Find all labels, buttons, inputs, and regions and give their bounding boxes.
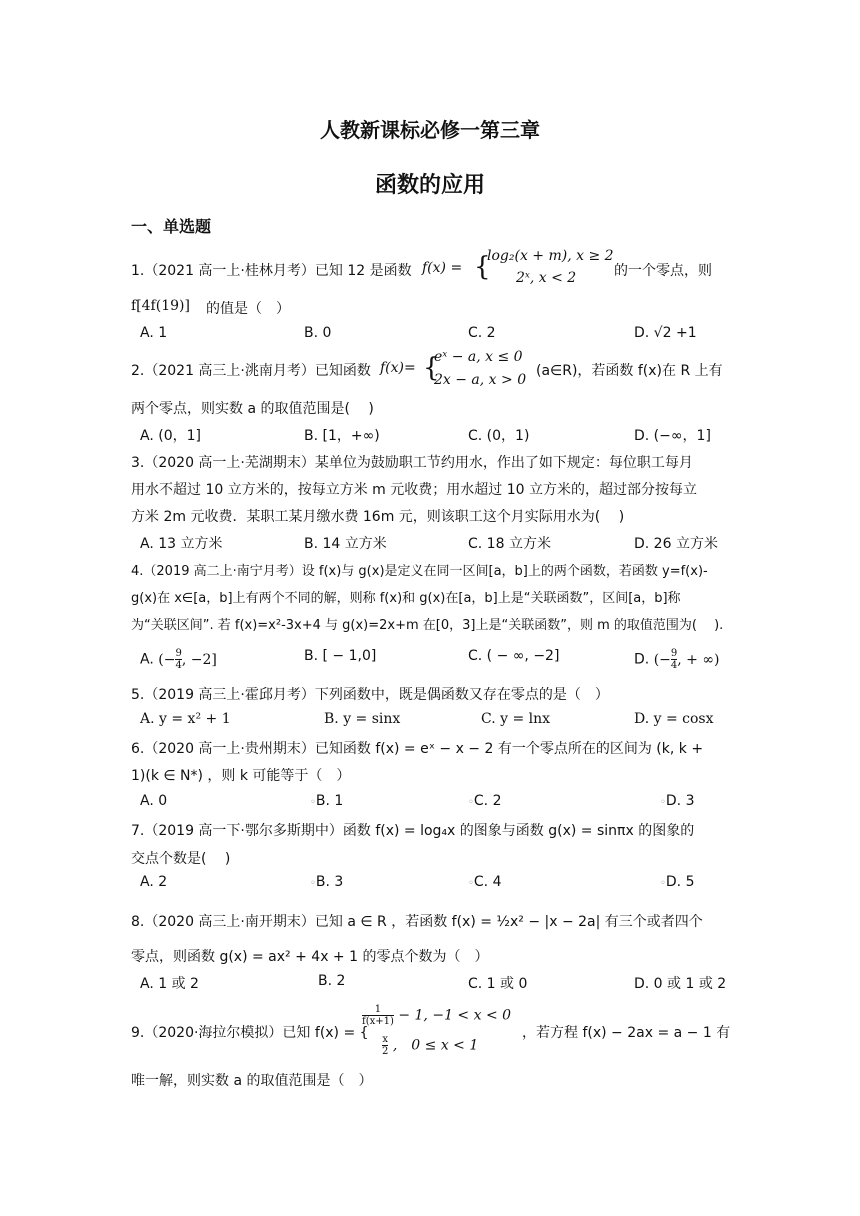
q5-options: [140, 711, 740, 731]
option-c: C. 2: [468, 325, 496, 341]
bullet-dot-icon: ◦: [660, 878, 666, 889]
q5-line-1: 5.（2019 高三上·霍邱月考）下列函数中，既是偶函数又存在零点的是（ ）: [131, 687, 609, 703]
option-b: ◦B. 3: [310, 874, 344, 890]
q2-brace: {: [423, 353, 440, 383]
q9-piece-1: $\frac{1}{f(x+1)}$ − 1, −1 < x < 0: [362, 1004, 512, 1027]
q2-piece-1: eˣ − a, x ≤ 0: [434, 349, 523, 365]
bullet-dot-icon: ◦: [310, 797, 316, 808]
option-c: C. 18 立方米: [468, 536, 551, 552]
q1-expression: f[4f(19)]: [131, 298, 190, 314]
bullet-dot-icon: ◦: [468, 797, 474, 808]
option-b: B. 14 立方米: [304, 536, 387, 552]
q8-line-1: 8.（2020 高三上·南开期末）已知 a ∈ R ，若函数 f(x) = ½x² − |x − 2a| 有三个或者四个: [131, 914, 703, 930]
option-a: A. 1: [140, 325, 168, 341]
q2-prefix: 2.（2021 高三上·洮南月考）已知函数: [131, 363, 371, 379]
q4-options: [140, 648, 740, 671]
option-c: C. 1 或 0: [468, 976, 528, 992]
q1-function-name: f(x) =: [422, 260, 463, 276]
bullet-dot-icon: ◦: [310, 878, 316, 889]
option-d: D. y = cosx: [634, 711, 714, 727]
option-a: A. 13 立方米: [140, 536, 223, 552]
document-title: 人教新课标必修一第三章: [320, 118, 540, 142]
q1-prefix: 1.（2021 高一上·桂林月考）已知 12 是函数: [131, 263, 412, 279]
bullet-dot-icon: ◦: [660, 797, 666, 808]
option-a: A. 0: [140, 793, 168, 809]
bullet-dot-icon: ◦: [468, 878, 474, 889]
option-d: D. (−∞，1]: [634, 428, 711, 444]
fraction: $\frac{x}{2}$: [382, 1034, 389, 1057]
option-b: B. 2: [318, 973, 346, 989]
q1-piece-2: 2ˣ, x < 2: [516, 270, 577, 286]
option-b: B. y = sinx: [324, 711, 401, 727]
q9-suffix: ，若方程 f(x) − 2ax = a − 1 有: [522, 1025, 731, 1041]
q2-options: [140, 425, 740, 445]
q2-function-name: f(x)=: [380, 360, 416, 376]
q4-line-2: g(x)在 x∈[a，b]上有两个不同的解，则称 f(x)和 g(x)在[a，b]上是“关联函数”，区间[a，b]称: [131, 591, 681, 606]
option-b: B. [1，+∞): [304, 428, 380, 444]
option-d: D. √2 +1: [634, 325, 697, 341]
document-subtitle: 函数的应用: [374, 173, 485, 198]
q3-line-2: 用水不超过 10 立方米的，按每立方米 m 元收费；用水超过 10 立方米的，超过部分按每立: [131, 482, 697, 498]
q9-line-2: 唯一解，则实数 a 的取值范围是（ ）: [131, 1073, 373, 1089]
option-b: ◦B. 1: [310, 793, 344, 809]
q9-piece-2: $\frac{x}{2}$ , 0 ≤ x < 1: [382, 1034, 479, 1057]
q3-options: [140, 533, 740, 553]
option-a: A. 2: [140, 874, 168, 890]
q6-line-2: 1)(k ∈ N*) ，则 k 可能等于（ ）: [131, 768, 351, 784]
q3-line-1: 3.（2020 高一上·芜湖期末）某单位为鼓励职工节约用水，作出了如下规定：每位职工每月: [131, 455, 693, 471]
q7-options: [140, 874, 740, 894]
fraction: $\frac{9}{4}$: [670, 648, 678, 671]
q1-brace: {: [474, 252, 491, 282]
option-a: A. (− $\frac{9}{4}$ , −2]: [140, 648, 217, 671]
q2-piece-2: 2x − a, x > 0: [434, 372, 527, 388]
q6-options: [140, 793, 740, 813]
q9-prefix: 9.（2020·海拉尔模拟）已知 f(x) = {: [131, 1025, 369, 1041]
option-d: D. 26 立方米: [634, 536, 718, 552]
q6-line-1: 6.（2020 高一上·贵州期末）已知函数 f(x) = eˣ − x − 2 有一个零点所在的区间为 (k, k +: [131, 741, 704, 757]
q7-line-1: 7.（2019 高一下·鄂尔多斯期中）函数 f(x) = log₄x 的图象与函数 g(x) = sinπx 的图象的: [131, 823, 695, 839]
option-b: B. [ − 1,0]: [304, 648, 377, 664]
option-a: A. (0，1]: [140, 428, 201, 444]
fraction: $\frac{1}{f(x+1)}$: [362, 1004, 394, 1027]
option-d: D. (− $\frac{9}{4}$ , + ∞): [634, 648, 720, 671]
option-a: A. y = x² + 1: [140, 711, 231, 727]
q3-line-3: 方米 2m 元收费．某职工某月缴水费 16m 元，则该职工这个月实际用水为( ): [131, 509, 625, 525]
q1-piece-1: log₂(x + m), x ≥ 2: [487, 248, 614, 264]
q8-options: [140, 973, 740, 993]
option-d: D. 0 或 1 或 2: [634, 976, 727, 992]
q7-line-2: 交点个数是( ): [131, 851, 231, 867]
section-heading: 一、单选题: [131, 217, 212, 236]
option-c: C. y = lnx: [481, 711, 551, 727]
q8-line-2: 零点，则函数 g(x) = ax² + 4x + 1 的零点个数为（ ）: [131, 949, 489, 965]
q4-line-3: 为“关联区间”. 若 f(x)=x²-3x+4 与 g(x)=2x+m 在[0，3]上是“关联函数”，则 m 的取值范围为( ).: [131, 618, 724, 633]
option-c: ◦C. 4: [468, 874, 502, 890]
q2-suffix: (a∈R)，若函数 f(x)在 R 上有: [536, 363, 723, 379]
option-a: A. 1 或 2: [140, 976, 199, 992]
q1-suffix: 的一个零点，则: [614, 263, 712, 279]
option-d: ◦D. 5: [660, 874, 695, 890]
q2-line-2: 两个零点，则实数 a 的取值范围是( ): [131, 401, 374, 417]
q1-options: [140, 325, 740, 345]
option-d: ◦D. 3: [660, 793, 695, 809]
option-c: C. ( − ∞, −2]: [468, 648, 560, 664]
option-b: B. 0: [304, 325, 332, 341]
option-c: ◦C. 2: [468, 793, 502, 809]
q4-line-1: 4.（2019 高二上·南宁月考）设 f(x)与 g(x)是定义在同一区间[a，b]上的两个函数，若函数 y=f(x)-: [131, 564, 708, 579]
fraction: $\frac{9}{4}$: [175, 648, 182, 671]
option-c: C. (0，1): [468, 428, 530, 444]
q1-question-end: 的值是（ ）: [206, 301, 290, 317]
